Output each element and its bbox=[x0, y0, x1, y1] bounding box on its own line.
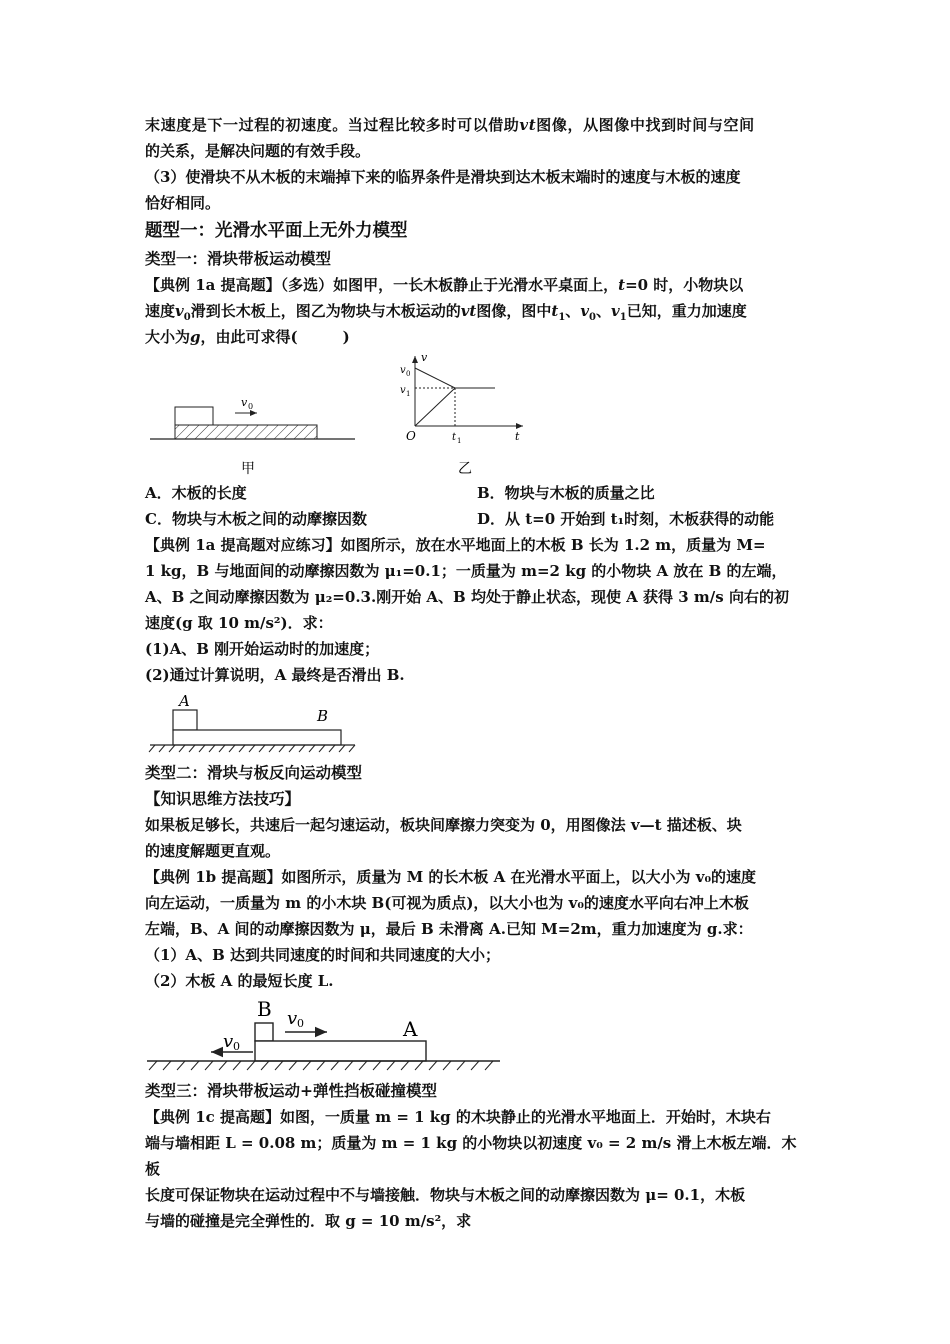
type2-title: 类型二：滑块与板反向运动模型 bbox=[145, 763, 363, 782]
tips-title: 【知识思维方法技巧】 bbox=[145, 789, 301, 808]
yi-origin: O bbox=[406, 429, 416, 443]
yi-axis-v: v bbox=[421, 351, 428, 364]
options bbox=[145, 480, 810, 532]
intro-line-1: 末速度是下一过程的初速度。当过程比较多时可以借助vt图像，从图像中找到时间与空间 bbox=[145, 116, 755, 134]
jia-v0-label: v bbox=[241, 396, 248, 409]
practice-q2: (2)通过计算说明，A 最终是否滑出 B. bbox=[145, 666, 405, 684]
type1-title: 类型一：滑块带板运动模型 bbox=[145, 249, 332, 268]
type3-title: 类型三：滑块带板运动+弹性挡板碰撞模型 bbox=[145, 1081, 437, 1100]
svg-text:0: 0 bbox=[233, 1040, 240, 1053]
ex1b-line-2: 向左运动，一质量为 m 的小木块 B(可视为质点)，以大小也为 v₀的速度水平向右冲上木板 bbox=[145, 894, 749, 912]
ex1a-line-2: 速度$v_0$滑到长木板上，图乙为物块与木板运动的vt图像，图中$t_1$、$v_0$、$v_1$已知，重力加速度 bbox=[145, 302, 747, 323]
practice-line-4: 速度(g 取 10 m/s²)．求： bbox=[145, 614, 333, 632]
ex1c-line-2: 端与墙相距 L = 0.08 m；质量为 m = 1 kg 的小物块以初速度 v₀ = 2 m/s 滑上木板左端．木板 bbox=[145, 1134, 797, 1178]
point3-line-1: （3）使滑块不从木板的末端掉下来的临界条件是滑块到达木板末端时的速度与木板的速度 bbox=[145, 168, 741, 186]
ex1b-line-1: 【典例 1b 提高题】如图所示，质量为 M 的长木板 A 在光滑水平面上，以大小为 v₀的速度 bbox=[145, 868, 757, 886]
fig-label-a: A bbox=[179, 692, 190, 710]
figure-jia-yi bbox=[145, 350, 810, 480]
tips-line-2: 的速度解题更直观。 bbox=[145, 842, 281, 860]
svg-text:0: 0 bbox=[297, 1017, 304, 1030]
ex1b-q2: （2）木板 A 的最短长度 L. bbox=[145, 972, 334, 990]
fig-label-b: B bbox=[317, 707, 329, 725]
ex1c-line-4: 与墙的碰撞是完全弹性的．取 g = 10 m/s²，求 bbox=[145, 1212, 472, 1230]
fig2-label-a: A bbox=[403, 1017, 418, 1041]
intro-line-2: 的关系，是解决问题的有效手段。 bbox=[145, 142, 371, 160]
yi-axis-t: t bbox=[515, 430, 520, 443]
ex1b-q1: （1）A、B 达到共同速度的时间和共同速度的大小； bbox=[145, 946, 500, 964]
practice-line-2: 1 kg，B 与地面间的动摩擦因数为 μ₁=0.1；一质量为 m=2 kg 的小物块 A 放在 B 的左端， bbox=[145, 562, 787, 580]
svg-text:0: 0 bbox=[248, 402, 254, 411]
svg-text:0: 0 bbox=[406, 370, 411, 378]
ex1a-line-1: 【典例 1a 提高题】（多选）如图甲，一长木板静止于光滑水平桌面上，t=0 时，小物块以 bbox=[145, 276, 744, 294]
jia-caption: 甲 bbox=[241, 461, 255, 477]
yi-caption: 乙 bbox=[458, 461, 472, 477]
practice-line-3: A、B 之间动摩擦因数为 μ₂=0.3.刚开始 A、B 均处于静止状态，现使 A 获得 3 m/s 向右的初 bbox=[145, 588, 789, 606]
ex1b-line-3: 左端，B、A 间的动摩擦因数为 μ，最后 B 未滑离 A.已知 M=2m，重力加速度为 g.求： bbox=[145, 920, 753, 938]
fig2-label-b: B bbox=[257, 997, 272, 1021]
figure-yi bbox=[400, 351, 523, 477]
ex1c-line-3: 长度可保证物块在运动过程中不与墙接触．物块与木板之间的动摩擦因数为 μ= 0.1，木板 bbox=[145, 1186, 746, 1204]
figure-jia bbox=[150, 396, 355, 477]
document-page bbox=[145, 112, 810, 1234]
point3-line-2: 恰好相同。 bbox=[145, 194, 221, 212]
figure-ab-board bbox=[145, 688, 810, 760]
svg-text:v: v bbox=[400, 385, 406, 396]
fig2-v0-left: v bbox=[223, 1031, 234, 1052]
practice-line-1: 【典例 1a 提高题对应练习】如图所示，放在水平地面上的木板 B 长为 1.2 m，质量为 M= bbox=[145, 536, 766, 554]
ex1c-line-1: 【典例 1c 提高题】如图，一质量 m = 1 kg 的木块静止的光滑水平地面上．开始时，木块右 bbox=[145, 1108, 771, 1126]
option-b: B．物块与木板的质量之比 bbox=[477, 484, 655, 502]
section1-title: 题型一：光滑水平面上无外力模型 bbox=[145, 221, 408, 241]
svg-text:1: 1 bbox=[457, 437, 462, 445]
option-c: C．物块与木板之间的动摩擦因数 bbox=[145, 510, 367, 528]
practice-q1: (1)A、B 刚开始运动时的加速度； bbox=[145, 640, 380, 658]
fig2-v0-right: v bbox=[287, 1008, 298, 1029]
option-a: A．木板的长度 bbox=[145, 484, 247, 502]
svg-text:t: t bbox=[452, 432, 457, 443]
option-d: D．从 t=0 开始到 t₁时刻，木板获得的动能 bbox=[477, 510, 775, 528]
svg-text:1: 1 bbox=[406, 390, 411, 398]
tips-line-1: 如果板足够长，共速后一起匀速运动，板块间摩擦力突变为 0，用图像法 v—t 描述板、块 bbox=[145, 816, 742, 834]
figure-ab-reverse bbox=[145, 994, 810, 1078]
svg-text:v: v bbox=[400, 365, 406, 376]
ex1a-line-3: 大小为g，由此可求得( ) bbox=[145, 328, 350, 346]
